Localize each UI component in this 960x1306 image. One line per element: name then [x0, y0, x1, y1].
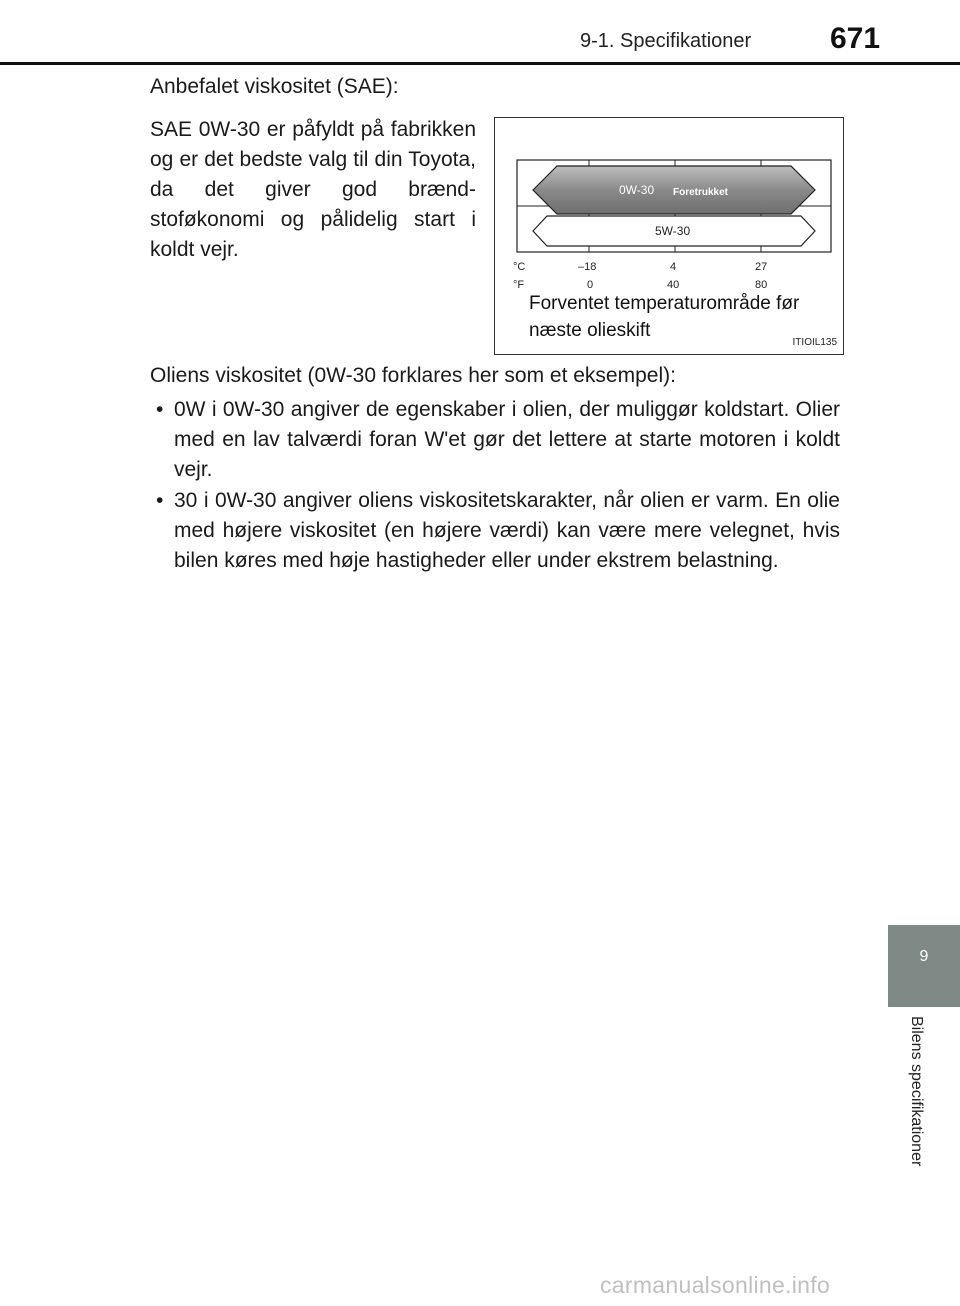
arrow-0w30-label: 0W-30	[619, 183, 655, 197]
arrow-0w30-tag: Foretrukket	[673, 187, 729, 198]
header-divider	[0, 62, 960, 65]
section-title: 9-1. Specifikationer	[580, 30, 752, 52]
arrow-5w30-label: 5W-30	[655, 224, 691, 238]
caption-line-1: Forventet temperaturområde før	[529, 293, 800, 314]
list-item	[150, 486, 840, 576]
figure-id: ITIOIL135	[792, 337, 837, 348]
bullet-icon: •	[156, 398, 164, 421]
caption-line-2: næste olieskift	[529, 320, 651, 341]
bullet-icon: •	[156, 489, 164, 512]
page-number: 671	[830, 22, 881, 55]
bullet-text: 30 i 0W-30 angiver oliens viskositetskarakter, når olien er varm. En olie med højere viskositet (en højere værdi) kan være mere velegnet, hvis bilen køres med høje hastigheder eller under ekstrem belastning.	[174, 489, 840, 572]
chapter-label: Bilens specifikationer	[908, 1016, 925, 1167]
list-item	[150, 395, 840, 485]
recommended-viscosity-heading: Anbefalet viskositet (SAE):	[150, 75, 399, 98]
viscosity-temperature-figure	[494, 117, 844, 355]
bullet-text: 0W i 0W-30 angiver de egenskaber i olien, der muliggør koldstart. Olier med en lav talværdi foran W'et gør det lettere at starte motoren i koldt vejr.	[174, 398, 840, 481]
tick-f-1: 0	[587, 279, 594, 291]
tick-c-2: 4	[670, 261, 677, 273]
recommended-viscosity-text: SAE 0W-30 er påfyldt på fabrikken og er det bedste valg til din Toyota, da det giver god brændstoføkonomi og pålidelig start i koldt vejr.	[150, 118, 476, 261]
tick-f-2: 40	[667, 279, 680, 291]
tick-c-1: –18	[578, 261, 597, 273]
chapter-tab	[888, 925, 960, 1007]
watermark: carmanualsonline.info	[600, 1272, 831, 1298]
figure-caption	[529, 290, 799, 344]
tick-c-3: 27	[755, 261, 768, 273]
oil-viscosity-heading: Oliens viskositet (0W-30 forklares her som et eksempel):	[150, 364, 676, 387]
unit-fahrenheit: °F	[513, 279, 525, 291]
tick-f-3: 80	[755, 279, 768, 291]
unit-celsius: °C	[513, 261, 526, 273]
chapter-number: 9	[919, 948, 929, 965]
